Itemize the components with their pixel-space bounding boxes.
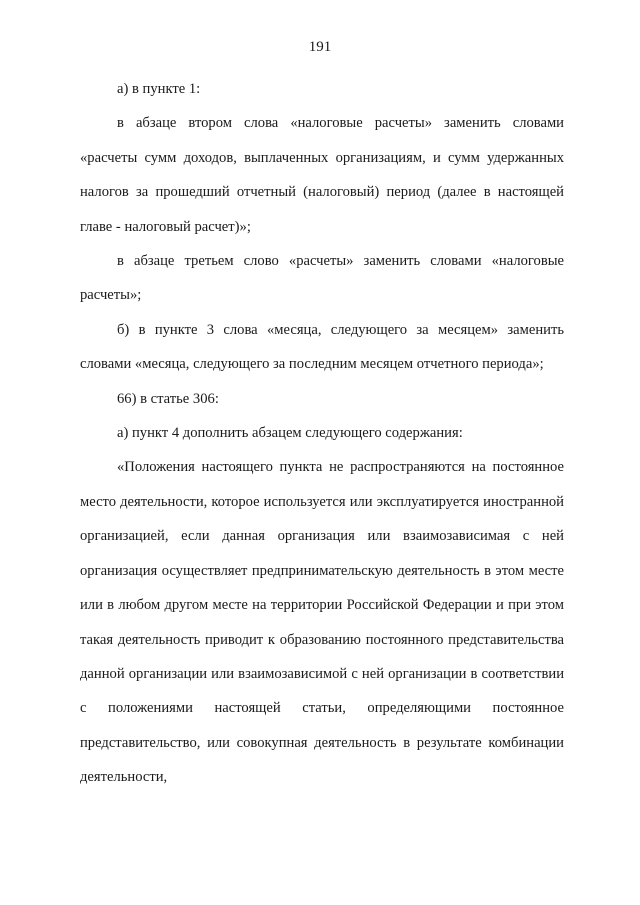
paragraph-item-a-point-1: а) в пункте 1: [117, 81, 201, 97]
paragraph-item-b-point-3: б) в пункте 3 слова «месяца, следующего за месяцем» заменить словами «месяца, следующего за последним месяцем отчетного периода»; [80, 321, 564, 373]
paragraph-third-abzac-replacement: в абзаце третьем слово «расчеты» заменить словами «налоговые расчеты»; [80, 253, 564, 304]
paragraph-article-306: 66) в статье 306: [117, 390, 219, 407]
paragraph-second-abzac-replacement: в абзаце втором слова «налоговые расчеты» заменить словами «расчеты сумм доходов, выплаченных организациям, и сумм удержанных налогов за прошедший отчетный (налоговый) период (далее в настоящей главе - налоговый расчет)»; [80, 115, 564, 235]
paragraph-quoted-provision: «Положения настоящего пункта не распространяются на постоянное место деятельности, которое используется или эксплуатируется иностранной организацией, если данная организация или взаимозависимая с ней организация осуществляет предпринимательскую деятельность в этом месте или в любом другом месте на территории Российской Федерации и при этом такая деятельность приводит к образованию постоянного представительства данной организации или взаимозависимой с ней организации в соответствии с положениями настоящей статьи, определяющими постоянное представительство, или совокупная деятельность в результате комбинации деятельности, [80, 459, 564, 786]
document-body [80, 72, 564, 795]
paragraph-point-4-addition: а) пункт 4 дополнить абзацем следующего содержания: [117, 425, 463, 442]
page-number: 191 [308, 39, 332, 55]
